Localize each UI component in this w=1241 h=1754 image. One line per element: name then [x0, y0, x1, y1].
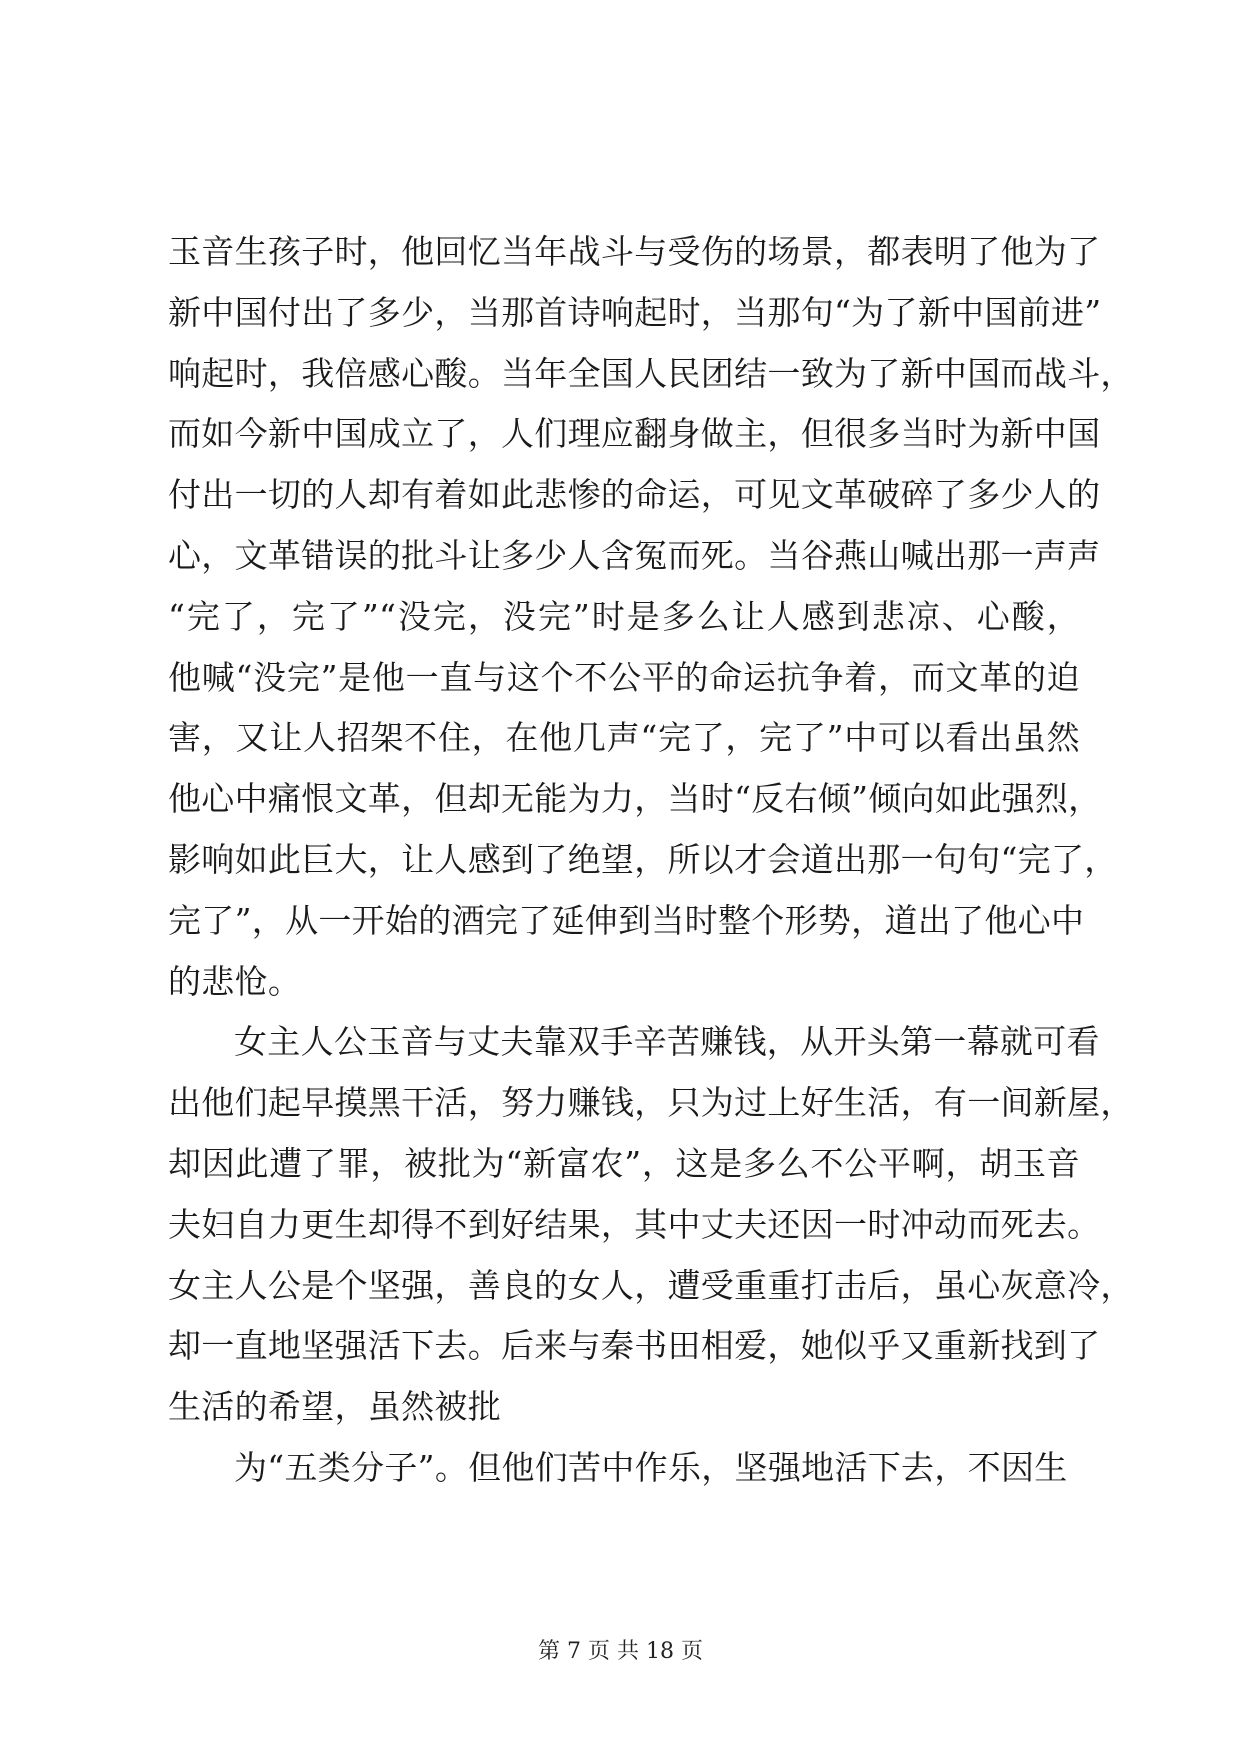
text-line: 他心中痛恨文革，但却无能为力，当时“反右倾”倾向如此强烈， — [168, 779, 1102, 819]
text-line: 的悲怆。 — [168, 961, 302, 1001]
text-line: 响起时，我倍感心酸。当年全国人民团结一致为了新中国而战斗， — [168, 353, 1134, 393]
text-line: 新中国付出了多少，当那首诗响起时，当那句“为了新中国前进” — [168, 292, 1102, 332]
text-line: 而如今新中国成立了，人们理应翻身做主，但很多当时为新中国 — [168, 414, 1101, 454]
page-footer: 第 7 页 共 18 页 — [538, 1639, 703, 1664]
text-line: 他喊“没完”是他一直与这个不公平的命运抗争着，而文革的迫 — [168, 657, 1080, 697]
text-line: 夫妇自力更生却得不到好结果，其中丈夫还因一时冲动而死去。 — [168, 1204, 1101, 1244]
text-line: 女主人公是个坚强，善良的女人，遭受重重打击后，虽心灰意冷， — [168, 1265, 1134, 1305]
text-line: 玉音生孩子时，他回忆当年战斗与受伤的场景，都表明了他为了 — [168, 232, 1101, 271]
text-line: 女主人公玉音与丈夫靠双手辛苦赚钱，从开头第一幕就可看 — [234, 1022, 1100, 1062]
text-line: 心，文革错误的批斗让多少人含冤而死。当谷燕山喊出那一声声 — [168, 535, 1101, 575]
text-line: 完了”，从一开始的酒完了延伸到当时整个形势，道出了他心中 — [168, 900, 1085, 940]
text-line: “完了，完了”“没完，没完”时是多么让人感到悲凉、心酸， — [168, 596, 1080, 636]
text-line: 害，又让人招架不住，在他几声“完了，完了”中可以看出虽然 — [168, 718, 1080, 758]
text-line: 影响如此巨大，让人感到了绝望，所以才会道出那一句句“完了， — [168, 839, 1118, 879]
text-line: 却一直地坚强活下去。后来与秦书田相爱，她似乎又重新找到了 — [168, 1326, 1101, 1366]
text-line: 为“五类分子”。但他们苦中作乐，坚强地活下去，不因生 — [234, 1447, 1068, 1487]
text-line: 却因此遭了罪，被批为“新富农”，这是多么不公平啊，胡玉音 — [168, 1143, 1080, 1183]
text-line: 付出一切的人却有着如此悲惨的命运，可见文革破碎了多少人的 — [168, 475, 1101, 515]
body-text — [168, 222, 1134, 1499]
text-line: 出他们起早摸黑干活，努力赚钱，只为过上好生活，有一间新屋， — [168, 1083, 1134, 1123]
text-line: 生活的希望，虽然被批 — [168, 1387, 501, 1427]
